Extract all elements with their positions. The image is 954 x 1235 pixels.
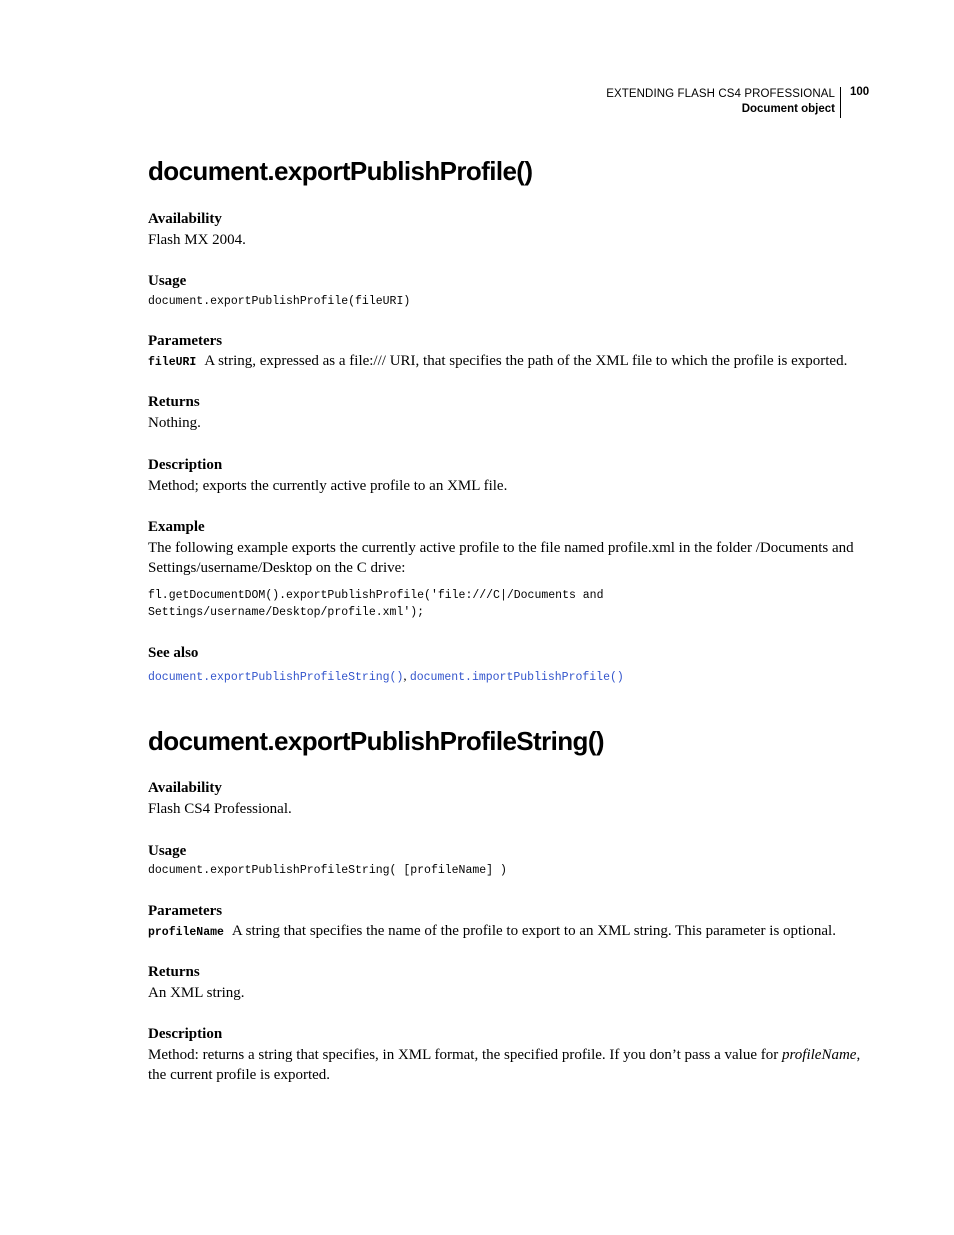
description-part1: Method: returns a string that specifies, in XML format, the specified profile. If you don’t pass a value for (148, 1047, 782, 1063)
parameter-name: profileName (148, 926, 224, 939)
description-label: Description (148, 1026, 223, 1042)
example-code-line2: Settings/username/Desktop/profile.xml'); (148, 606, 425, 619)
link-exportPublishProfileString[interactable]: document.exportPublishProfileString() (148, 671, 404, 684)
usage-code: document.exportPublishProfile(fileURI) (148, 295, 411, 308)
book-title: EXTENDING FLASH CS4 PROFESSIONAL (606, 88, 835, 100)
example-text-line1: The following example exports the currently active profile to the file named profile.xml in the folder /Documents and (148, 540, 854, 556)
availability-label: Availability (148, 211, 222, 227)
availability-label: Availability (148, 780, 222, 796)
see-also-separator: , (403, 668, 407, 683)
description-text: Method; exports the currently active profile to an XML file. (148, 478, 508, 494)
description-label: Description (148, 457, 223, 473)
description-text-line1 (148, 1045, 860, 1065)
parameter-row (148, 351, 847, 373)
parameter-description: A string, expressed as a file:/// URI, that specifies the path of the XML file to which the profile is exported. (204, 353, 848, 369)
parameter-name: fileURI (148, 356, 197, 369)
example-label: Example (148, 519, 205, 535)
usage-code: document.exportPublishProfileString( [profileName] ) (148, 864, 507, 877)
parameter-description: A string that specifies the name of the profile to export to an XML string. This parameter is optional. (231, 923, 836, 939)
availability-value: Flash MX 2004. (148, 232, 246, 248)
see-also-label: See also (148, 645, 199, 661)
usage-label: Usage (148, 273, 187, 289)
returns-value: Nothing. (148, 415, 201, 431)
returns-value: An XML string. (148, 985, 245, 1001)
description-param-italic: profileName (782, 1047, 857, 1063)
returns-label: Returns (148, 964, 200, 980)
parameters-label: Parameters (148, 333, 223, 349)
availability-value: Flash CS4 Professional. (148, 801, 292, 817)
see-also-links (148, 666, 624, 686)
link-importPublishProfile[interactable]: document.importPublishProfile() (409, 671, 624, 684)
example-code-line1: fl.getDocumentDOM().exportPublishProfile('file:///C|/Documents and (148, 589, 604, 602)
example-text-line2: Settings/username/Desktop on the C drive: (148, 560, 406, 576)
description-text-line2: the current profile is exported. (148, 1067, 331, 1083)
parameter-row (148, 921, 836, 943)
page-number: 100 (850, 86, 870, 98)
running-header (606, 87, 841, 118)
usage-label: Usage (148, 843, 187, 859)
parameters-label: Parameters (148, 903, 223, 919)
description-part2: , (856, 1047, 861, 1063)
section-title: Document object (741, 103, 835, 115)
returns-label: Returns (148, 394, 200, 410)
entry-title-exportPublishProfileString: document.exportPublishProfileString() (148, 726, 604, 756)
entry-title-exportPublishProfile: document.exportPublishProfile() (148, 156, 533, 186)
